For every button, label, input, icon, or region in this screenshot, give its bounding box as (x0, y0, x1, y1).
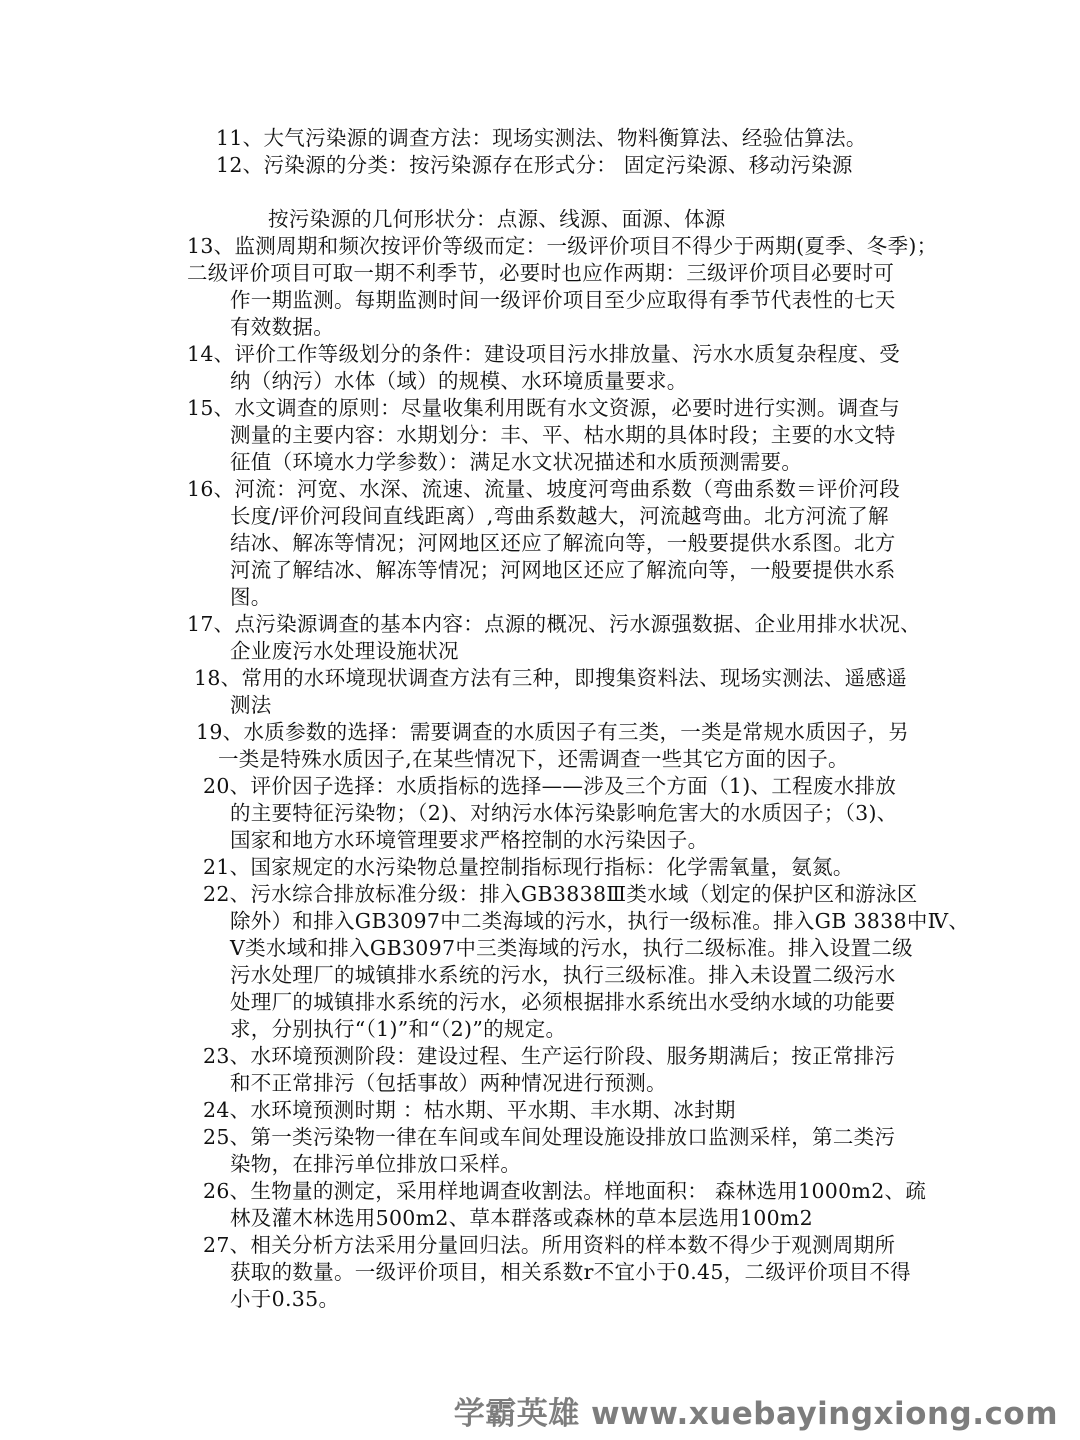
item-13-line-1: 13、监测周期和频次按评价等级而定：一级评价项目不得少于两期(夏季、冬季)； (187, 234, 938, 258)
item-20-line-3: 国家和地方水环境管理要求严格控制的水污染因子。 (230, 828, 709, 852)
footer-watermark: 学霸英雄 www.xuebayingxiong.com (453, 1396, 1058, 1432)
item-22-line-6: 求，分别执行“（1)”和“（2)”的规定。 (230, 1017, 567, 1041)
item-26-line-2: 林及灌木林选用500m2、草本群落或森林的草本层选用100m2 (230, 1206, 814, 1230)
item-12-line-1: 12、污染源的分类：按污染源存在形式分： 固定污染源、移动污染源 (216, 153, 853, 177)
item-24-line-1: 24、水环境预测时期 ：枯水期、平水期、丰水期、冰封期 (203, 1098, 736, 1122)
item-13-line-2: 二级评价项目可取一期不利季节，必要时也应作两期：三级评价项目必要时可 (187, 261, 895, 285)
item-11-line-1: 11、大气污染源的调查方法：现场实测法、物料衡算法、经验估算法。 (216, 126, 867, 150)
item-27-line-1: 27、相关分析方法采用分量回归法。所用资料的样本数不得少于观测周期所 (203, 1233, 896, 1257)
item-19-line-1: 19、水质参数的选择：需要调查的水质因子有三类，一类是常规水质因子，另 (196, 720, 910, 744)
item-21-line-1: 21、国家规定的水污染物总量控制指标现行指标：化学需氧量，氨氮。 (203, 855, 854, 879)
item-25-line-1: 25、第一类污染物一律在车间或车间处理设施设排放口监测采样，第二类污 (203, 1125, 896, 1149)
item-20-line-2: 的主要特征污染物；（2)、对纳污水体污染影响危害大的水质因子；（3)、 (230, 801, 898, 825)
item-15-line-3: 征值（环境水力学参数）：满足水文状况描述和水质预测需要。 (230, 450, 803, 474)
item-18-line-1: 18、常用的水环境现状调查方法有三种，即搜集资料法、现场实测法、遥感遥 (194, 666, 908, 690)
item-22-line-1: 22、污水综合排放标准分级：排入GB3838Ⅲ类水域（划定的保护区和游泳区 (203, 882, 918, 906)
item-13-line-3: 作一期监测。每期监测时间一级评价项目至少应取得有季节代表性的七天 (230, 288, 896, 312)
item-17-line-1: 17、点污染源调查的基本内容：点源的概况、污水源强数据、企业用排水状况、 (187, 612, 921, 636)
item-16-line-5: 图。 (230, 585, 272, 609)
item-17-line-2: 企业废污水处理设施状况 (230, 639, 459, 663)
item-16-line-3: 结冰、解冻等情况；河网地区还应了解流向等，一般要提供水系图。北方 (230, 531, 896, 555)
item-19-line-2: 一类是特殊水质因子,在某些情况下，还需调查一些其它方面的因子。 (218, 747, 849, 771)
item-15-line-1: 15、水文调查的原则：尽量收集利用既有水文资源，必要时进行实测。调查与 (187, 396, 901, 420)
item-20-line-1: 20、评价因子选择：水质指标的选择——涉及三个方面（1)、工程废水排放 (203, 774, 897, 798)
item-16-line-1: 16、河流：河宽、水深、流速、流量、坡度河弯曲系数（弯曲系数＝评价河段 (187, 477, 901, 501)
item-23-line-2: 和不正常排污（包括事故）两种情况进行预测。 (230, 1071, 667, 1095)
item-22-line-5: 处理厂的城镇排水系统的污水，必须根据排水系统出水受纳水域的功能要 (230, 990, 896, 1014)
item-27-line-2: 获取的数量。一级评价项目，相关系数r不宜小于0.45，二级评价项目不得 (230, 1260, 911, 1284)
item-18-line-2: 测法 (230, 693, 272, 717)
item-14-line-2: 纳（纳污）水体（域）的规模、水环境质量要求。 (230, 369, 688, 393)
item-13-line-4: 有效数据。 (230, 315, 334, 339)
item-16-line-4: 河流了解结冰、解冻等情况；河网地区还应了解流向等，一般要提供水系 (230, 558, 896, 582)
item-15-line-2: 测量的主要内容：水期划分：丰、平、枯水期的具体时段；主要的水文特 (230, 423, 896, 447)
item-23-line-1: 23、水环境预测阶段：建设过程、生产运行阶段、服务期满后；按正常排污 (203, 1044, 896, 1068)
item-16-line-2: 长度/评价河段间直线距离）,弯曲系数越大，河流越弯曲。北方河流了解 (230, 504, 889, 528)
item-12-line-2: 按污染源的几何形状分：点源、线源、面源、体源 (268, 207, 726, 231)
item-22-line-2: 除外）和排入GB3097中二类海域的污水，执行一级标准。排入GB 3838中Ⅳ、 (230, 909, 970, 933)
item-27-line-3: 小于0.35。 (230, 1287, 340, 1311)
item-26-line-1: 26、生物量的测定，采用样地调查收割法。样地面积： 森林选用1000m2、疏 (203, 1179, 927, 1203)
item-14-line-1: 14、评价工作等级划分的条件：建设项目污水排放量、污水水质复杂程度、受 (187, 342, 901, 366)
item-25-line-2: 染物，在排污单位排放口采样。 (230, 1152, 522, 1176)
item-22-line-4: 污水处理厂的城镇排水系统的污水，执行三级标准。排入未设置二级污水 (230, 963, 896, 987)
item-22-line-3: Ⅴ类水域和排入GB3097中三类海域的污水，执行二级标准。排入设置二级 (230, 936, 913, 960)
